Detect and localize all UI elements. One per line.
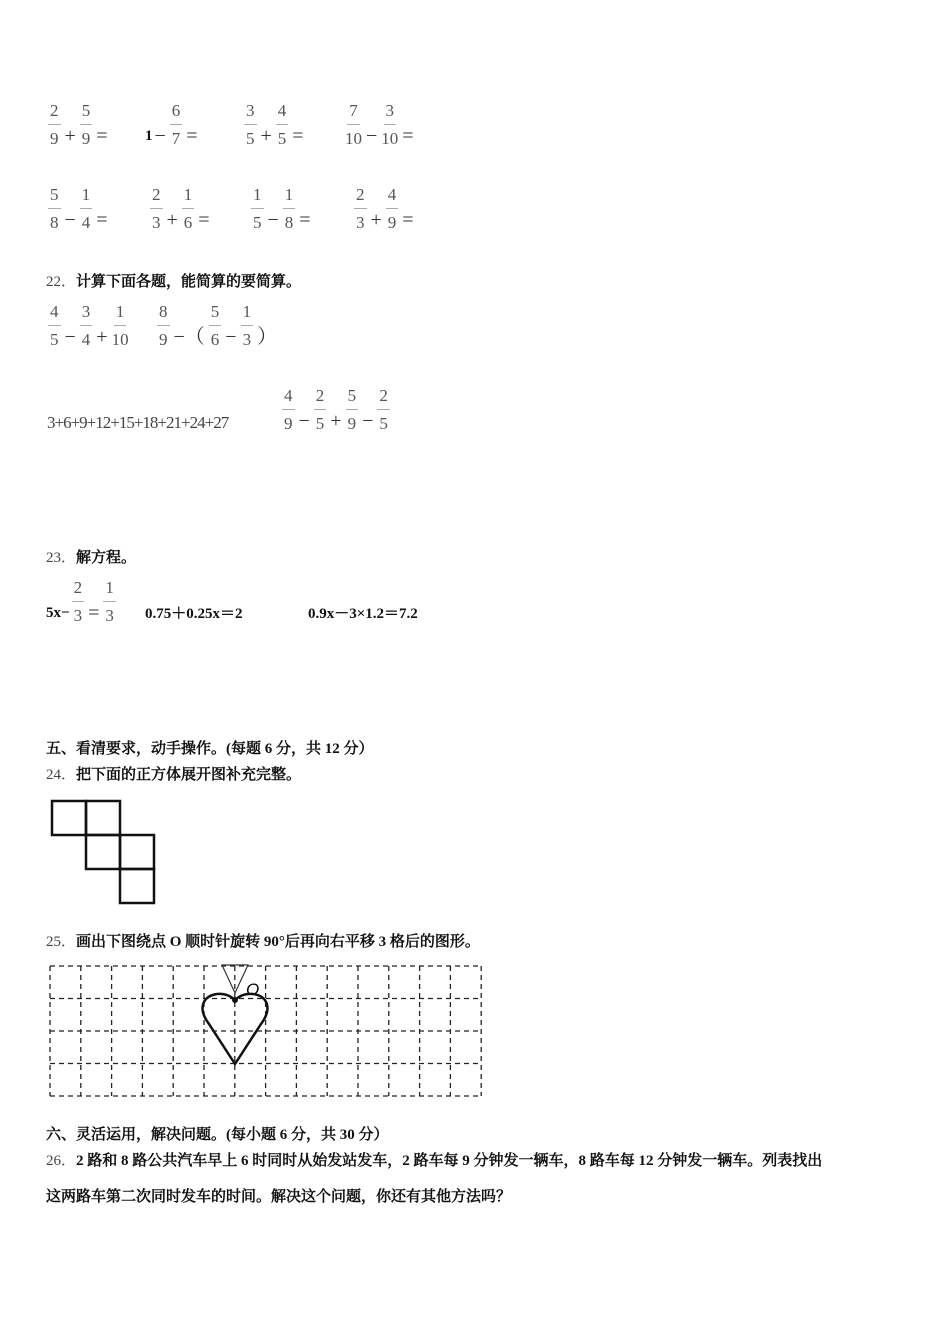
expr-r1-2 [145, 102, 200, 147]
operator: = [186, 125, 198, 147]
numerator: 8 [157, 303, 170, 326]
denominator: 5 [315, 414, 325, 433]
denominator: 9 [347, 414, 357, 433]
operator: = [402, 125, 414, 147]
numerator: 1 [283, 186, 296, 209]
expr-r2-1 [46, 186, 110, 231]
section-6-heading: 六、灵活运用，解决问题。(每小题 6 分，共 30 分） [46, 1127, 389, 1143]
numerator: 6 [170, 102, 183, 125]
numerator: 5 [80, 102, 93, 125]
operator: − [154, 125, 166, 147]
fraction [251, 186, 264, 231]
fraction [48, 102, 61, 147]
operator: + [96, 326, 108, 348]
operator: − [225, 326, 237, 348]
fraction [354, 186, 367, 231]
q22-expr-4 [280, 387, 392, 432]
question-23: 23．解方程。 [46, 550, 137, 566]
operator: 5x− [46, 605, 70, 621]
denominator: 6 [183, 213, 193, 232]
fraction [381, 102, 398, 147]
fraction [377, 387, 390, 432]
expr-r2-2 [148, 186, 212, 231]
operator: − [267, 209, 279, 231]
operator: + [330, 410, 342, 432]
point-o-label: O [246, 980, 260, 999]
denominator: 3 [73, 606, 83, 625]
denominator: 10 [345, 129, 362, 148]
q22-expr-3: 3+6+9+12+15+18+21+24+27 [47, 413, 229, 432]
q22-expr-1 [46, 303, 131, 348]
fraction [170, 102, 183, 147]
fraction [80, 102, 93, 147]
operator: = [299, 209, 311, 231]
fraction [103, 579, 116, 624]
denominator: 9 [50, 129, 59, 148]
numerator: 1 [103, 579, 116, 602]
operator: + [260, 125, 272, 147]
numerator: 7 [347, 102, 360, 125]
numerator: 1 [182, 186, 195, 209]
fraction [276, 102, 289, 147]
fraction [244, 102, 257, 147]
operator: = [198, 209, 210, 231]
denominator: 8 [284, 213, 294, 232]
fraction [150, 186, 163, 231]
operator: − [366, 125, 378, 147]
question-25: 25．画出下图绕点 O 顺时针旋转 90°后再向右平移 3 格后的图形。 [46, 934, 480, 950]
denominator: 10 [111, 330, 129, 349]
fraction [345, 102, 362, 147]
fraction [80, 186, 93, 231]
denominator: 8 [50, 213, 59, 232]
fraction [72, 579, 85, 624]
numerator: 2 [377, 387, 390, 410]
denominator: 4 [81, 330, 91, 349]
denominator: 9 [81, 129, 91, 148]
q23-expr-3: 0.9x－3×1.2＝7.2 [308, 606, 418, 622]
denominator: 9 [159, 330, 168, 349]
numerator: 2 [48, 102, 61, 125]
operator: −（ [173, 326, 205, 348]
denominator: 3 [105, 606, 114, 625]
dashed-grid-figure [45, 960, 490, 1100]
section-5-heading: 五、看清要求，动手操作。(每题 6 分，共 12 分） [46, 741, 374, 757]
numerator: 1 [80, 186, 93, 209]
denominator: 5 [277, 129, 287, 148]
numerator: 4 [386, 186, 399, 209]
operator: = [292, 125, 304, 147]
expr-r2-4 [352, 186, 416, 231]
denominator: 3 [356, 213, 365, 232]
fraction [209, 303, 222, 348]
numerator: 4 [282, 387, 295, 410]
fraction [157, 303, 170, 348]
fraction [346, 387, 359, 432]
question-24: 24．把下面的正方体展开图补充完整。 [46, 767, 302, 783]
numerator: 3 [80, 303, 93, 326]
q23-expr-2: 0.75＋0.25x＝2 [145, 606, 243, 622]
denominator: 5 [246, 129, 255, 148]
denominator: 5 [253, 213, 262, 232]
operator: 1 [145, 128, 153, 144]
numerator: 1 [114, 303, 127, 326]
denominator: 5 [379, 414, 388, 433]
fraction [283, 186, 296, 231]
fraction [80, 303, 93, 348]
question-22: 22．计算下面各题，能简算的要简算。 [46, 274, 302, 290]
numerator: 1 [241, 303, 254, 326]
denominator: 9 [387, 213, 397, 232]
operator: + [166, 209, 178, 231]
fraction [48, 303, 61, 348]
numerator: 5 [48, 186, 61, 209]
expr-r1-1 [46, 102, 110, 147]
operator: ） [257, 326, 278, 348]
fraction [48, 186, 61, 231]
denominator: 3 [242, 330, 252, 349]
operator: + [370, 209, 382, 231]
numerator: 3 [244, 102, 257, 125]
operator: + [64, 125, 76, 147]
operator: − [64, 326, 76, 348]
operator: = [96, 209, 108, 231]
denominator: 6 [210, 330, 220, 349]
denominator: 5 [50, 330, 59, 349]
numerator: 2 [150, 186, 163, 209]
denominator: 9 [284, 414, 293, 433]
numerator: 2 [354, 186, 367, 209]
operator: = [88, 602, 100, 624]
point-o [232, 997, 238, 1003]
question-26-line-1: 26．2 路和 8 路公共汽车早上 6 时同时从始发站发车，2 路车每 9 分钟发一辆车，8 路车每 12 分钟发一辆车。列表找出 [46, 1153, 823, 1169]
fraction [282, 387, 295, 432]
operator: − [64, 209, 76, 231]
numerator: 4 [276, 102, 289, 125]
numerator: 1 [251, 186, 264, 209]
numerator: 5 [346, 387, 359, 410]
q23-expr-1 [46, 579, 118, 624]
fraction [112, 303, 129, 348]
numerator: 4 [48, 303, 61, 326]
numerator: 3 [384, 102, 397, 125]
operator: = [96, 125, 108, 147]
denominator: 7 [171, 129, 181, 148]
numerator: 5 [209, 303, 222, 326]
expr-r1-4 [343, 102, 416, 147]
numerator: 2 [72, 579, 85, 602]
expr-r2-3 [249, 186, 313, 231]
fraction [386, 186, 399, 231]
question-26-line-2: 这两路车第二次同时发车的时间。解决这个问题，你还有其他方法吗？ [46, 1189, 512, 1205]
denominator: 3 [152, 213, 161, 232]
fraction [182, 186, 195, 231]
numerator: 2 [314, 387, 327, 410]
denominator: 10 [381, 129, 399, 148]
cube-net-figure [45, 795, 165, 915]
fraction [314, 387, 327, 432]
operator: − [362, 410, 374, 432]
denominator: 4 [81, 213, 91, 232]
expr-r1-3 [242, 102, 306, 147]
operator: − [298, 410, 310, 432]
operator: = [402, 209, 414, 231]
fraction [241, 303, 254, 348]
q22-expr-2 [155, 303, 279, 348]
